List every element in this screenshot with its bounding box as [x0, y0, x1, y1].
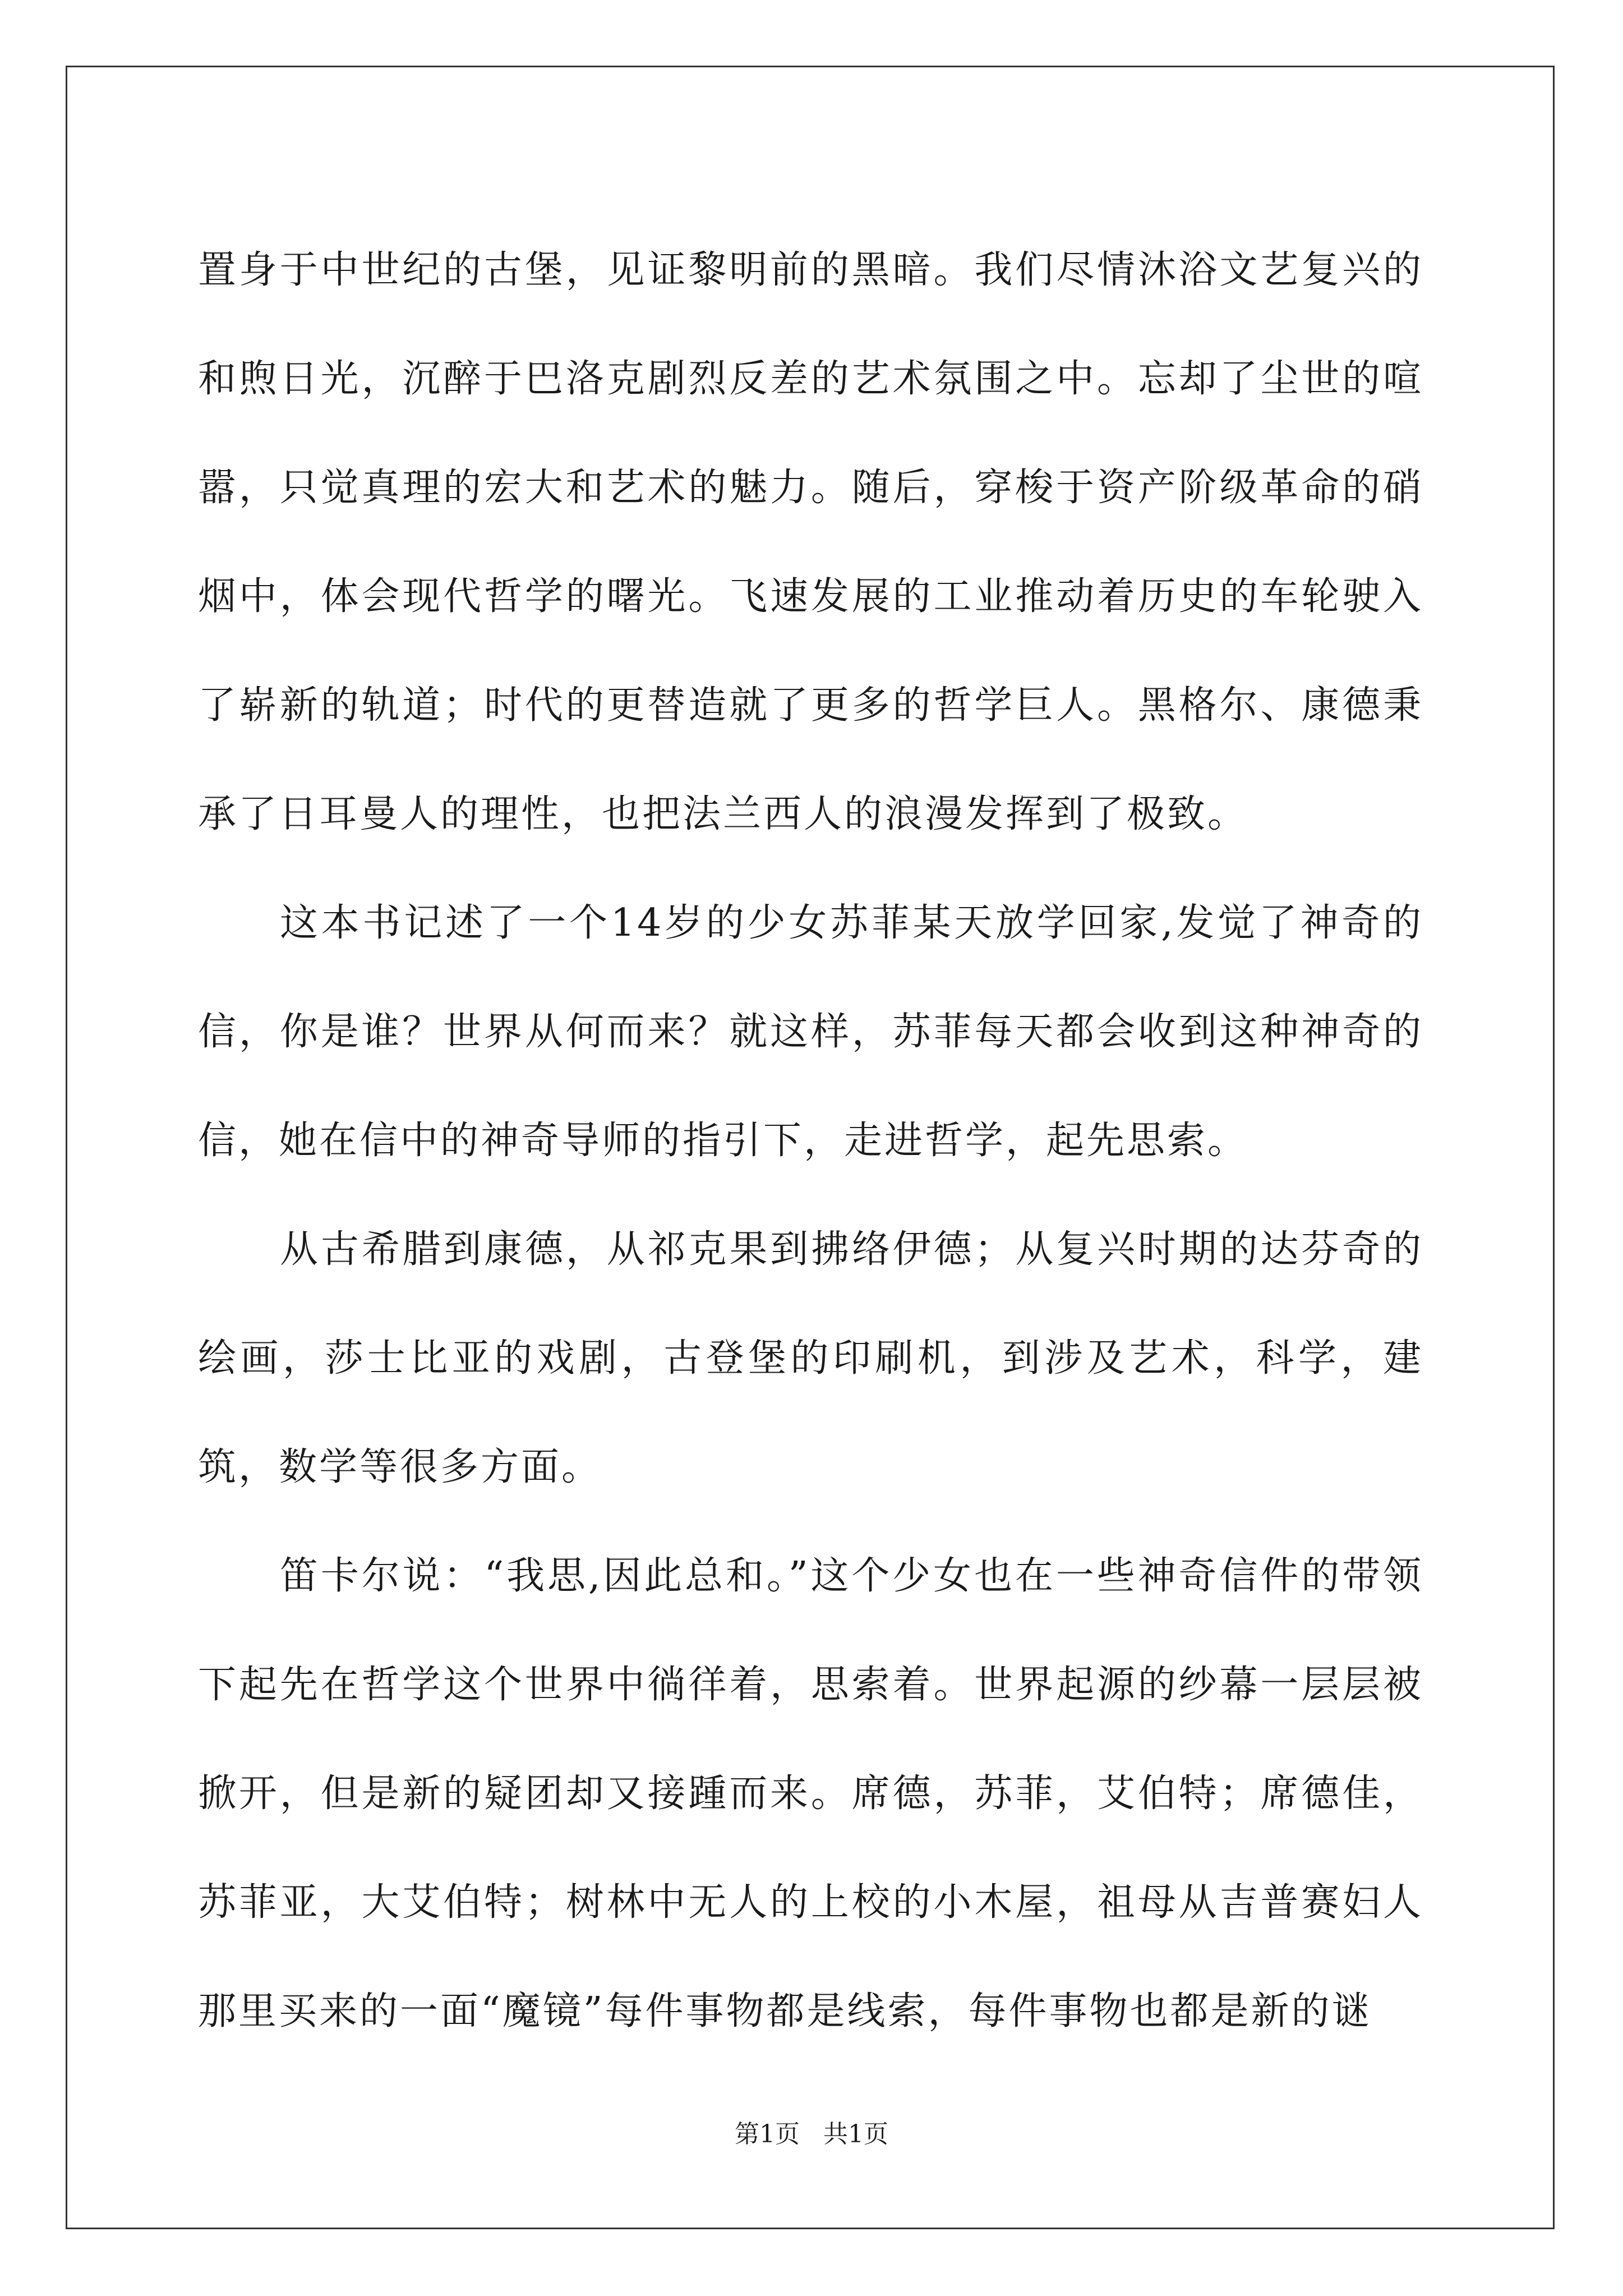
paragraph-4: 笛卡尔说：“我思,因此总和。”这个少女也在一些神奇信件的带领下起先在哲学这个世界中徜徉着，思索着。世界起源的纱幕一层层被掀开，但是新的疑团却又接踵而来。席德，苏菲，艾伯特；席德佳，苏菲亚，大艾伯特；树林中无人的上校的小木屋，祖母从吉普赛妇人那里买来的一面“魔镜”每件事物都是线索，每件事物也都是新的谜 [198, 1554, 1423, 2033]
paragraph-1: 置身于中世纪的古堡，见证黎明前的黑暗。我们尽情沐浴文艺复兴的和煦日光，沉醉于巴洛克剧烈反差的艺术氛围之中。忘却了尘世的喧嚣，只觉真理的宏大和艺术的魅力。随后，穿梭于资产阶级革命的硝烟中，体会现代哲学的曙光。飞速发展的工业推动着历史的车轮驶入了崭新的轨道；时代的更替造就了更多的哲学巨人。黑格尔、康德秉承了日耳曼人的理性，也把法兰西人的浪漫发挥到了极致。 [198, 248, 1423, 836]
paragraph-2: 这本书记述了一个14岁的少女苏菲某天放学回家,发觉了神奇的信，你是谁？世界从何而来？就这样，苏菲每天都会收到这种神奇的信，她在信中的神奇导师的指引下，走进哲学，起先思索。 [198, 901, 1423, 1163]
page-number-label: 第1页 共1页 [735, 2120, 888, 2148]
page-footer [0, 2114, 1623, 2150]
paragraph-3: 从古希腊到康德，从祁克果到拂络伊德；从复兴时期的达芬奇的绘画，莎士比亚的戏剧，古登堡的印刷机，到涉及艺术，科学，建筑，数学等很多方面。 [198, 1227, 1423, 1489]
document-body [198, 216, 1423, 2066]
